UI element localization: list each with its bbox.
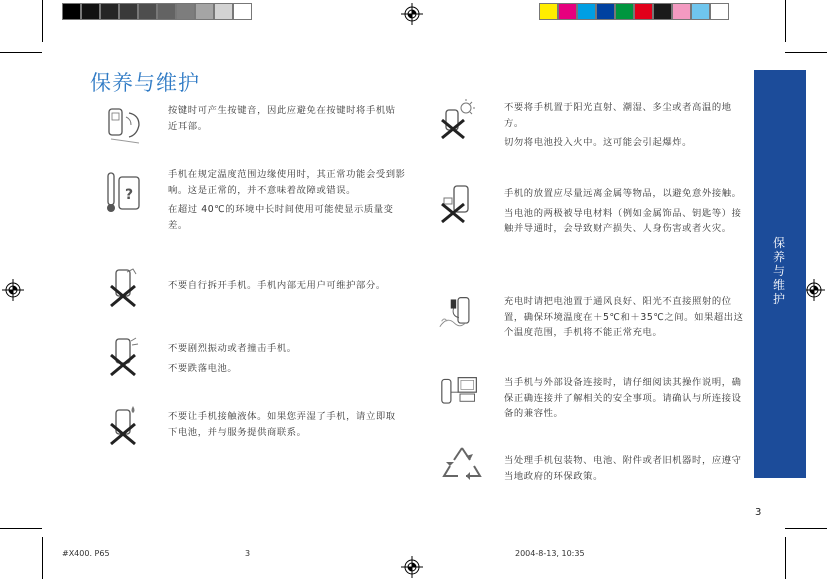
color-swatch: [100, 3, 119, 20]
color-swatch: [672, 3, 691, 20]
care-text: 当处理手机包装物、电池、附件或者旧机器时，应遵守当地政府的环保政策。: [504, 455, 742, 482]
charger-icon: [438, 292, 478, 336]
color-swatch: [81, 3, 100, 20]
no-shock-icon: [107, 335, 147, 379]
color-swatch: [233, 3, 252, 20]
crop-mark: [785, 528, 827, 529]
footer-page: 3: [245, 549, 251, 558]
color-swatch: [596, 3, 615, 20]
color-bar: [539, 3, 729, 20]
color-swatch: [214, 3, 233, 20]
care-text: 手机的放置应尽量远离金属等物品，以避免意外接触。: [504, 188, 742, 199]
crop-mark: [0, 528, 42, 529]
color-swatch: [615, 3, 634, 20]
crop-mark: [785, 52, 827, 53]
care-text: 手机在规定温度范围边缘使用时，其正常功能会受到影响。这是正常的，并不意味着故障或错误。: [168, 169, 406, 196]
chapter-tab: [754, 70, 806, 478]
color-swatch: [558, 3, 577, 20]
registration-mark-icon: [401, 3, 423, 25]
color-swatch: [119, 3, 138, 20]
color-swatch: [691, 3, 710, 20]
registration-mark-icon: [2, 279, 24, 301]
care-text: 不要剧烈振动或者撞击手机。: [168, 343, 297, 354]
registration-mark-icon: [803, 279, 825, 301]
no-sun-fire-icon: [440, 98, 480, 142]
color-swatch: [138, 3, 157, 20]
no-liquid-icon: [107, 404, 147, 448]
color-swatch: [653, 3, 672, 20]
color-swatch: [195, 3, 214, 20]
care-text: 不要将手机置于阳光直射、潮湿、多尘或者高温的地方。: [504, 102, 732, 129]
crop-mark: [42, 537, 43, 579]
care-text: 当手机与外部设备连接时，请仔细阅读其操作说明，确保正确连接并了解相关的安全事项。请确认与所连接设备的兼容性。: [504, 377, 742, 419]
color-swatch: [176, 3, 195, 20]
color-swatch: [710, 3, 729, 20]
crop-mark: [785, 537, 786, 579]
no-disassemble-icon: [107, 266, 147, 310]
crop-mark: [0, 52, 42, 53]
phone-ear-warning-icon: [105, 103, 145, 147]
footer-date: 2004-8-13, 10:35: [515, 549, 585, 558]
care-text: 充电时请把电池置于通风良好、阳光不直接照射的位置，确保环境温度在＋5℃和＋35℃之间。如果超出这个温度范围，手机将不能正常充电。: [504, 296, 744, 338]
phone-thermometer-icon: [105, 171, 145, 215]
page-number: 3: [755, 507, 762, 518]
svg-text:?: ?: [124, 187, 134, 203]
external-device-icon: [440, 372, 480, 416]
color-swatch: [539, 3, 558, 20]
care-text: 当电池的两极被导电材料（例如金属饰品、钥匙等）接触并导通时，会导致财产损失、人身伤害或者火灾。: [504, 207, 742, 234]
care-text: 不要跌落电池。: [168, 362, 238, 374]
no-metal-icon: [440, 184, 480, 228]
crop-mark: [42, 0, 43, 42]
page-title: 保养与维护: [90, 71, 200, 95]
care-text: 不要自行拆开手机。手机内部无用户可维护部分。: [168, 280, 386, 291]
color-swatch: [157, 3, 176, 20]
crop-mark: [785, 0, 786, 42]
color-swatch: [62, 3, 81, 20]
grayscale-bar: [62, 3, 252, 20]
care-text: 按键时可产生按键音，因此应避免在按键时将手机贴近耳部。: [168, 105, 396, 132]
care-text: 切勿将电池投入火中。这可能会引起爆炸。: [504, 137, 693, 148]
chapter-tab-label: 保 养 与 维 护: [772, 236, 785, 306]
care-text: 在超过 40℃的环境中长时间使用可能使显示质量变差。: [168, 204, 394, 231]
care-text: 不要让手机接触液体。如果您弄湿了手机，请立即取下电池，并与服务提供商联系。: [168, 411, 396, 438]
recycle-icon: [440, 442, 484, 486]
footer-filename: #X400. P65: [62, 549, 110, 558]
registration-mark-icon: [401, 556, 423, 578]
color-swatch: [634, 3, 653, 20]
color-swatch: [577, 3, 596, 20]
